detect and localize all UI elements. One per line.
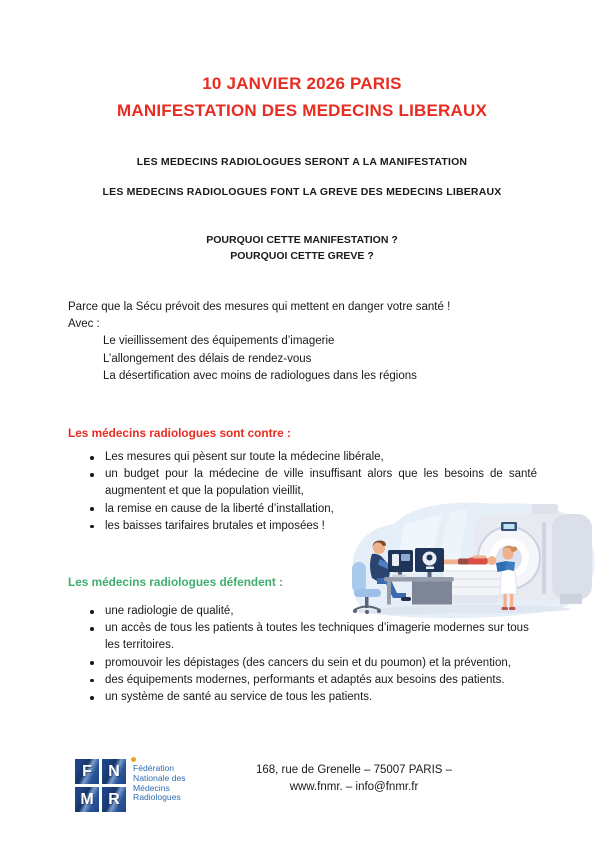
title-line1: 10 JANVIER 2026 PARIS bbox=[202, 74, 402, 93]
question-greve: POURQUOI CETTE GREVE ? bbox=[230, 250, 374, 262]
page-title bbox=[0, 70, 604, 124]
address-line2: www.fnmr. – info@fnmr.fr bbox=[289, 780, 419, 793]
bullet-item: la remise en cause de la liberté d’installation, bbox=[68, 501, 537, 518]
intro-avec: Avec : bbox=[68, 318, 100, 331]
intro-item: Le vieillissement des équipements d’imagerie bbox=[103, 335, 335, 348]
logo-letter-r: R bbox=[102, 787, 126, 812]
defend-list bbox=[68, 603, 537, 706]
subhead-greve: LES MEDECINS RADIOLOGUES FONT LA GREVE DES MEDECINS LIBERAUX bbox=[102, 186, 502, 198]
logo-orange-dot-icon bbox=[131, 757, 136, 762]
logo-letter-m: M bbox=[75, 787, 99, 812]
intro-item: La désertification avec moins de radiologues dans les régions bbox=[103, 369, 417, 382]
bullet-item: promouvoir les dépistages (des cancers du sein et du poumon) et la prévention, bbox=[68, 655, 537, 672]
bullet-item: un accès de tous les patients à toutes les techniques d’imagerie modernes sur tous les territoires. bbox=[68, 620, 537, 654]
logo-letter-f: F bbox=[75, 759, 99, 784]
contre-list bbox=[68, 449, 537, 535]
intro-item: L’allongement des délais de rendez-vous bbox=[103, 352, 312, 365]
logo-letter-n: N bbox=[102, 759, 126, 784]
footer-address bbox=[178, 762, 530, 795]
bullet-item: des équipements modernes, performants et adaptés aux besoins des patients. bbox=[68, 672, 537, 689]
org-line: Nationale des bbox=[133, 772, 186, 783]
org-line: Médecins bbox=[133, 782, 170, 793]
intro-paragraph bbox=[68, 299, 538, 385]
bullet-item: un budget pour la médecine de ville insuffisant alors que les besoins de santé augmentent et que la population vieillit, bbox=[68, 466, 537, 500]
contre-heading: Les médecins radiologues sont contre : bbox=[68, 426, 291, 440]
intro-lead: Parce que la Sécu prévoit des mesures qui mettent en danger votre santé ! bbox=[68, 301, 451, 313]
bullet-item: un système de santé au service de tous les patients. bbox=[68, 689, 537, 706]
org-line: Fédération bbox=[133, 763, 175, 773]
org-line: Radiologues bbox=[133, 792, 181, 803]
address-line1: 168, rue de Grenelle – 75007 PARIS – bbox=[255, 764, 453, 776]
subhead-manifestation: LES MEDECINS RADIOLOGUES SERONT A LA MANIFESTATION bbox=[136, 156, 468, 168]
defend-heading: Les médecins radiologues défendent : bbox=[68, 575, 284, 589]
bullet-item: une radiologie de qualité, bbox=[68, 603, 537, 620]
bullet-item: les baisses tarifaires brutales et imposées ! bbox=[68, 518, 537, 535]
bullet-item: Les mesures qui pèsent sur toute la médecine libérale, bbox=[68, 449, 537, 466]
question-manifestation: POURQUOI CETTE MANIFESTATION ? bbox=[206, 234, 398, 246]
fnmr-logo-squares bbox=[75, 759, 126, 812]
questions-block bbox=[0, 232, 604, 264]
title-line2: MANIFESTATION DES MEDECINS LIBERAUX bbox=[117, 101, 487, 120]
